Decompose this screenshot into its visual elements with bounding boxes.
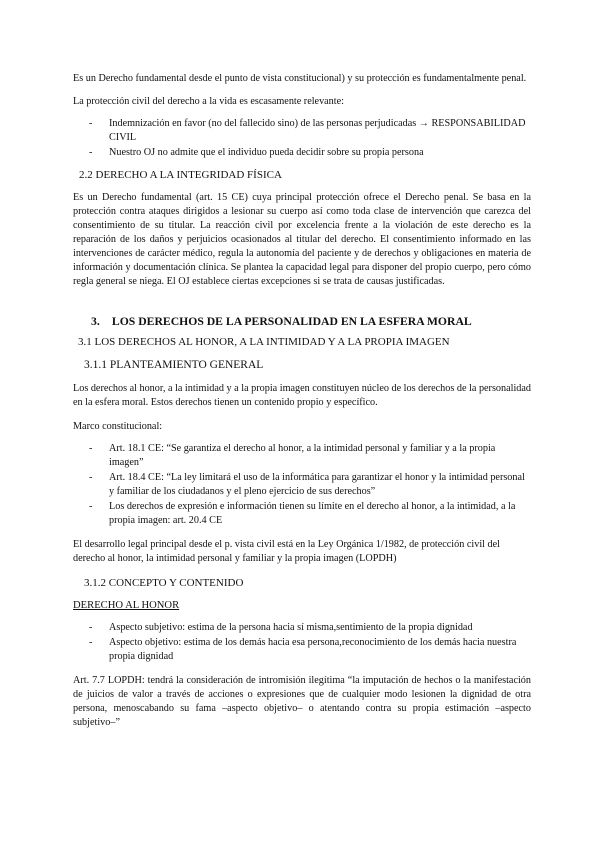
list-item (73, 471, 531, 499)
list-item-text: Art. 18.1 CE: “Se garantiza el derecho al honor, a la intimidad personal y familiar y a la propia imagen” (109, 443, 496, 468)
list-item-text: Aspecto objetivo: estima de los demás hacia esa persona,reconocimiento de los demás hacia nuestra propia dignidad (109, 637, 517, 662)
heading-3-1-1: 3.1.1 PLANTEAMIENTO GENERAL (84, 359, 264, 371)
list-aspectos-honor (73, 621, 531, 664)
list-item (73, 500, 531, 528)
heading-3-1-2: 3.1.2 CONCEPTO Y CONTENIDO (84, 577, 244, 589)
dash-bullet: - (89, 622, 93, 633)
paragraph-planteamiento: Los derechos al honor, a la intimidad y a la propia imagen constituyen núcleo de los derechos de la personalidad en la esfera moral. Estos derechos tienen un contenido propio y específico. (73, 383, 531, 408)
paragraph-intro: Es un Derecho fundamental desde el punto de vista constitucional) y su protección es fundamentalmente penal. (73, 73, 527, 84)
list-item (73, 146, 531, 160)
heading-section-3 (73, 315, 531, 329)
paragraph-vida: La protección civil del derecho a la vida es escasamente relevante: (73, 96, 344, 107)
heading-3-1: 3.1 LOS DERECHOS AL HONOR, A LA INTIMIDAD Y A LA PROPIA IMAGEN (78, 336, 450, 348)
heading-derecho-honor: DERECHO AL HONOR (73, 600, 180, 611)
heading-number: 3. (91, 315, 100, 328)
dash-bullet: - (89, 443, 93, 454)
list-item-text: Art. 18.4 CE: “La ley limitará el uso de la informática para garantizar el honor y la intimidad personal y familiar de los ciudadanos y el pleno ejercicio de sus derechos” (109, 472, 525, 497)
list-item-text: Aspecto subjetivo: estima de la persona hacia sí misma,sentimiento de la propia dignidad (109, 622, 473, 633)
heading-2-2: 2.2 DERECHO A LA INTEGRIDAD FÍSICA (79, 169, 282, 181)
dash-bullet: - (89, 501, 93, 512)
dash-bullet: - (89, 472, 93, 483)
list-item-text: Nuestro OJ no admite que el individuo pueda decidir sobre su propia persona (109, 147, 424, 158)
dash-bullet: - (89, 147, 93, 158)
list-item-text: Indemnización en favor (no del fallecido sino) de las personas perjudicadas → RESPONSABILIDAD CIVIL (109, 118, 526, 143)
heading-text: LOS DERECHOS DE LA PERSONALIDAD EN LA ESFERA MORAL (111, 315, 472, 328)
paragraph-desarrollo-legal: El desarrollo legal principal desde el p. vista civil está en la Ley Orgánica 1/1982, de protección civil del derecho al honor, la intimidad personal y familiar y la propia imagen (LOPDH) (73, 539, 500, 564)
dash-bullet: - (89, 118, 93, 129)
dash-bullet: - (89, 637, 93, 648)
list-proteccion-vida (73, 117, 531, 160)
paragraph-art-7-7: Art. 7.7 LOPDH: tendrá la consideración de intromisión ilegítima “la imputación de hechos o la manifestación de juicios de valor a través de acciones o expresiones que de cualquier modo lesionen la dignidad de otra persona, menoscabando su fama –aspecto objetivo– o atentando contra su propia estimación –aspecto subjetivo–” (73, 675, 531, 728)
paragraph-marco: Marco constitucional: (73, 421, 163, 432)
list-item (73, 117, 531, 145)
list-item (73, 442, 531, 470)
list-item (73, 621, 531, 635)
document-page (73, 72, 531, 730)
list-marco-constitucional (73, 442, 531, 528)
paragraph-integridad: Es un Derecho fundamental (art. 15 CE) cuya principal protección ofrece el Derecho penal. Se basa en la protección contra ataques dirigidos a lesionar su cuerpo así como toda clase de intervención que carezca del consentimiento de su titular. La reacción civil por excelencia frente a la violación de este derecho es la reparación de los daños y perjuicios ocasionados al titular del derecho. El consentimiento informado en las intervenciones de carácter médico, regula la autonomía del paciente y de derechos y obligaciones en materia de información y documentación clínica. Se plantea la capacidad legal para disponer del propio cuerpo, pero cómo regla general se niega. El OJ establece ciertas excepciones si se trata de causas justificadas. (73, 192, 531, 287)
list-item (73, 636, 531, 664)
list-item-text: Los derechos de expresión e información tienen su límite en el derecho al honor, a la intimidad, a la propia imagen: art. 20.4 CE (109, 501, 516, 526)
